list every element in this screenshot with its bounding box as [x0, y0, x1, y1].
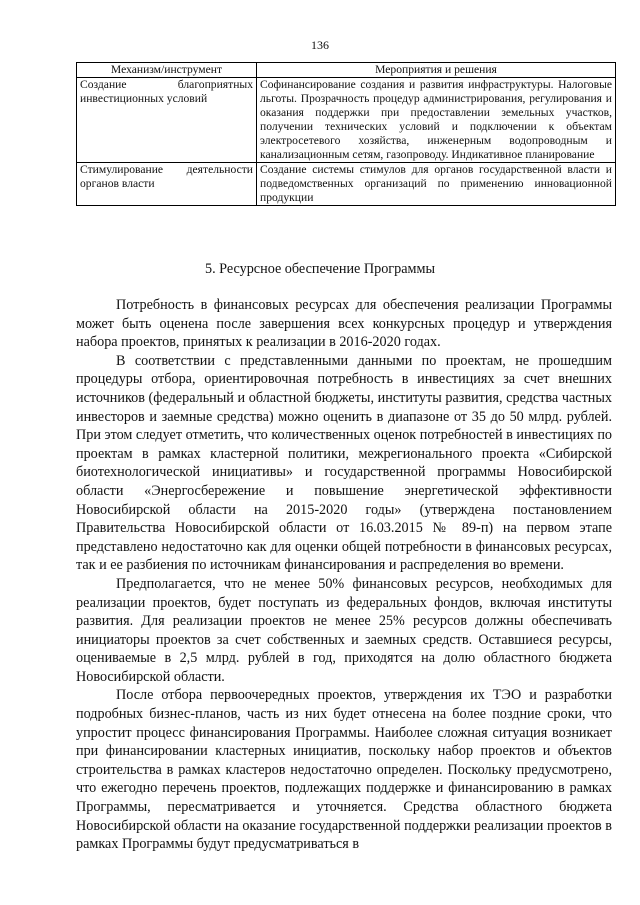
- table-cell-mechanism: Стимулирование деятельности органов власти: [77, 163, 257, 206]
- table-row: [77, 78, 616, 163]
- section-title: 5. Ресурсное обеспечение Программы: [204, 261, 436, 277]
- body-text: [76, 296, 612, 854]
- paragraph: Предполагается, что не менее 50% финансовых ресурсов, необходимых для реализации проектов, будет поступать из федеральных фондов, включая институты развития. Для реализации проектов не менее 25% ресурсов должны обеспечивать инициаторы проектов за счет собственных и заемных средств. Оставшиеся ресурсы, оцениваемые в 2,5 млрд. рублей в год, приходятся на долю областного бюджета Новосибирской области.: [76, 575, 612, 685]
- page-number: 136: [311, 38, 329, 52]
- table-cell-mechanism: Создание благоприятных инвестиционных условий: [77, 78, 257, 163]
- paragraph: Потребность в финансовых ресурсах для обеспечения реализации Программы может быть оценена после завершения всех конкурсных процедур и утверждения набора проектов, принятых к реализации в 2016-2020 годах.: [76, 297, 612, 351]
- table-cell-measures: Софинансирование создания и развития инфраструктуры. Налоговые льготы. Прозрачность процедур администрирования, регулирования и оказания поддержки при предоставлении земельных участков, получении технических условий и подключении к объектам электросетевого хозяйства, инженерным водопроводным и канализационным сетям, газопроводу. Индикативное планирование: [257, 78, 616, 163]
- table-header-mechanism: Механизм/инструмент: [77, 63, 257, 78]
- table-row: [77, 163, 616, 206]
- paragraph: После отбора первоочередных проектов, утверждения их ТЭО и разработки подробных бизнес-планов, часть из них будет отнесена на более поздние сроки, что упростит процесс финансирования Программы. Наиболее сложная ситуация возникает при финансировании кластерных инициатив, поскольку набор проектов и объектов строительства в рамках кластеров недостаточно определен. Поскольку предусмотрено, что ежегодно перечень проектов, подлежащих поддержке и финансированию в рамках Программы, пересматривается и уточняется. Средства областного бюджета Новосибирской области на оказание государственной поддержки реализации проектов в рамках Программы будут предусматриваться в: [76, 687, 612, 853]
- paragraph: В соответствии с представленными данными по проектам, не прошедшим процедуры отбора, ориентировочная потребность в инвестициях за счет внешних источников (федеральный и областной бюджеты, институты развития, средства частных инвесторов и заемные средства) можно оценить в диапазоне от 35 до 50 млрд. рублей. При этом следует отметить, что количественных оценок потребностей в инвестициях по проектам в рамках кластерной политики, межрегионального проекта «Сибирской биотехнологической инициативы» и государственной программы Новосибирской области «Энергосбережение и повышение энергетической эффективности Новосибирской области на 2015-2020 годы» (утверждена постановлением Правительства Новосибирской области от 16.03.2015 № 89-п) на первом этапе представлено недостаточно как для оценки общей потребности в финансовых ресурсах, так и ее разбиения по источникам финансирования и распределения во времени.: [76, 352, 613, 574]
- table-header-row: [77, 63, 616, 78]
- mechanisms-table: [76, 62, 616, 206]
- table-header-measures: Мероприятия и решения: [257, 63, 616, 78]
- table-cell-measures: Создание системы стимулов для органов государственной власти и подведомственных организаций по применению инновационной продукции: [257, 163, 616, 206]
